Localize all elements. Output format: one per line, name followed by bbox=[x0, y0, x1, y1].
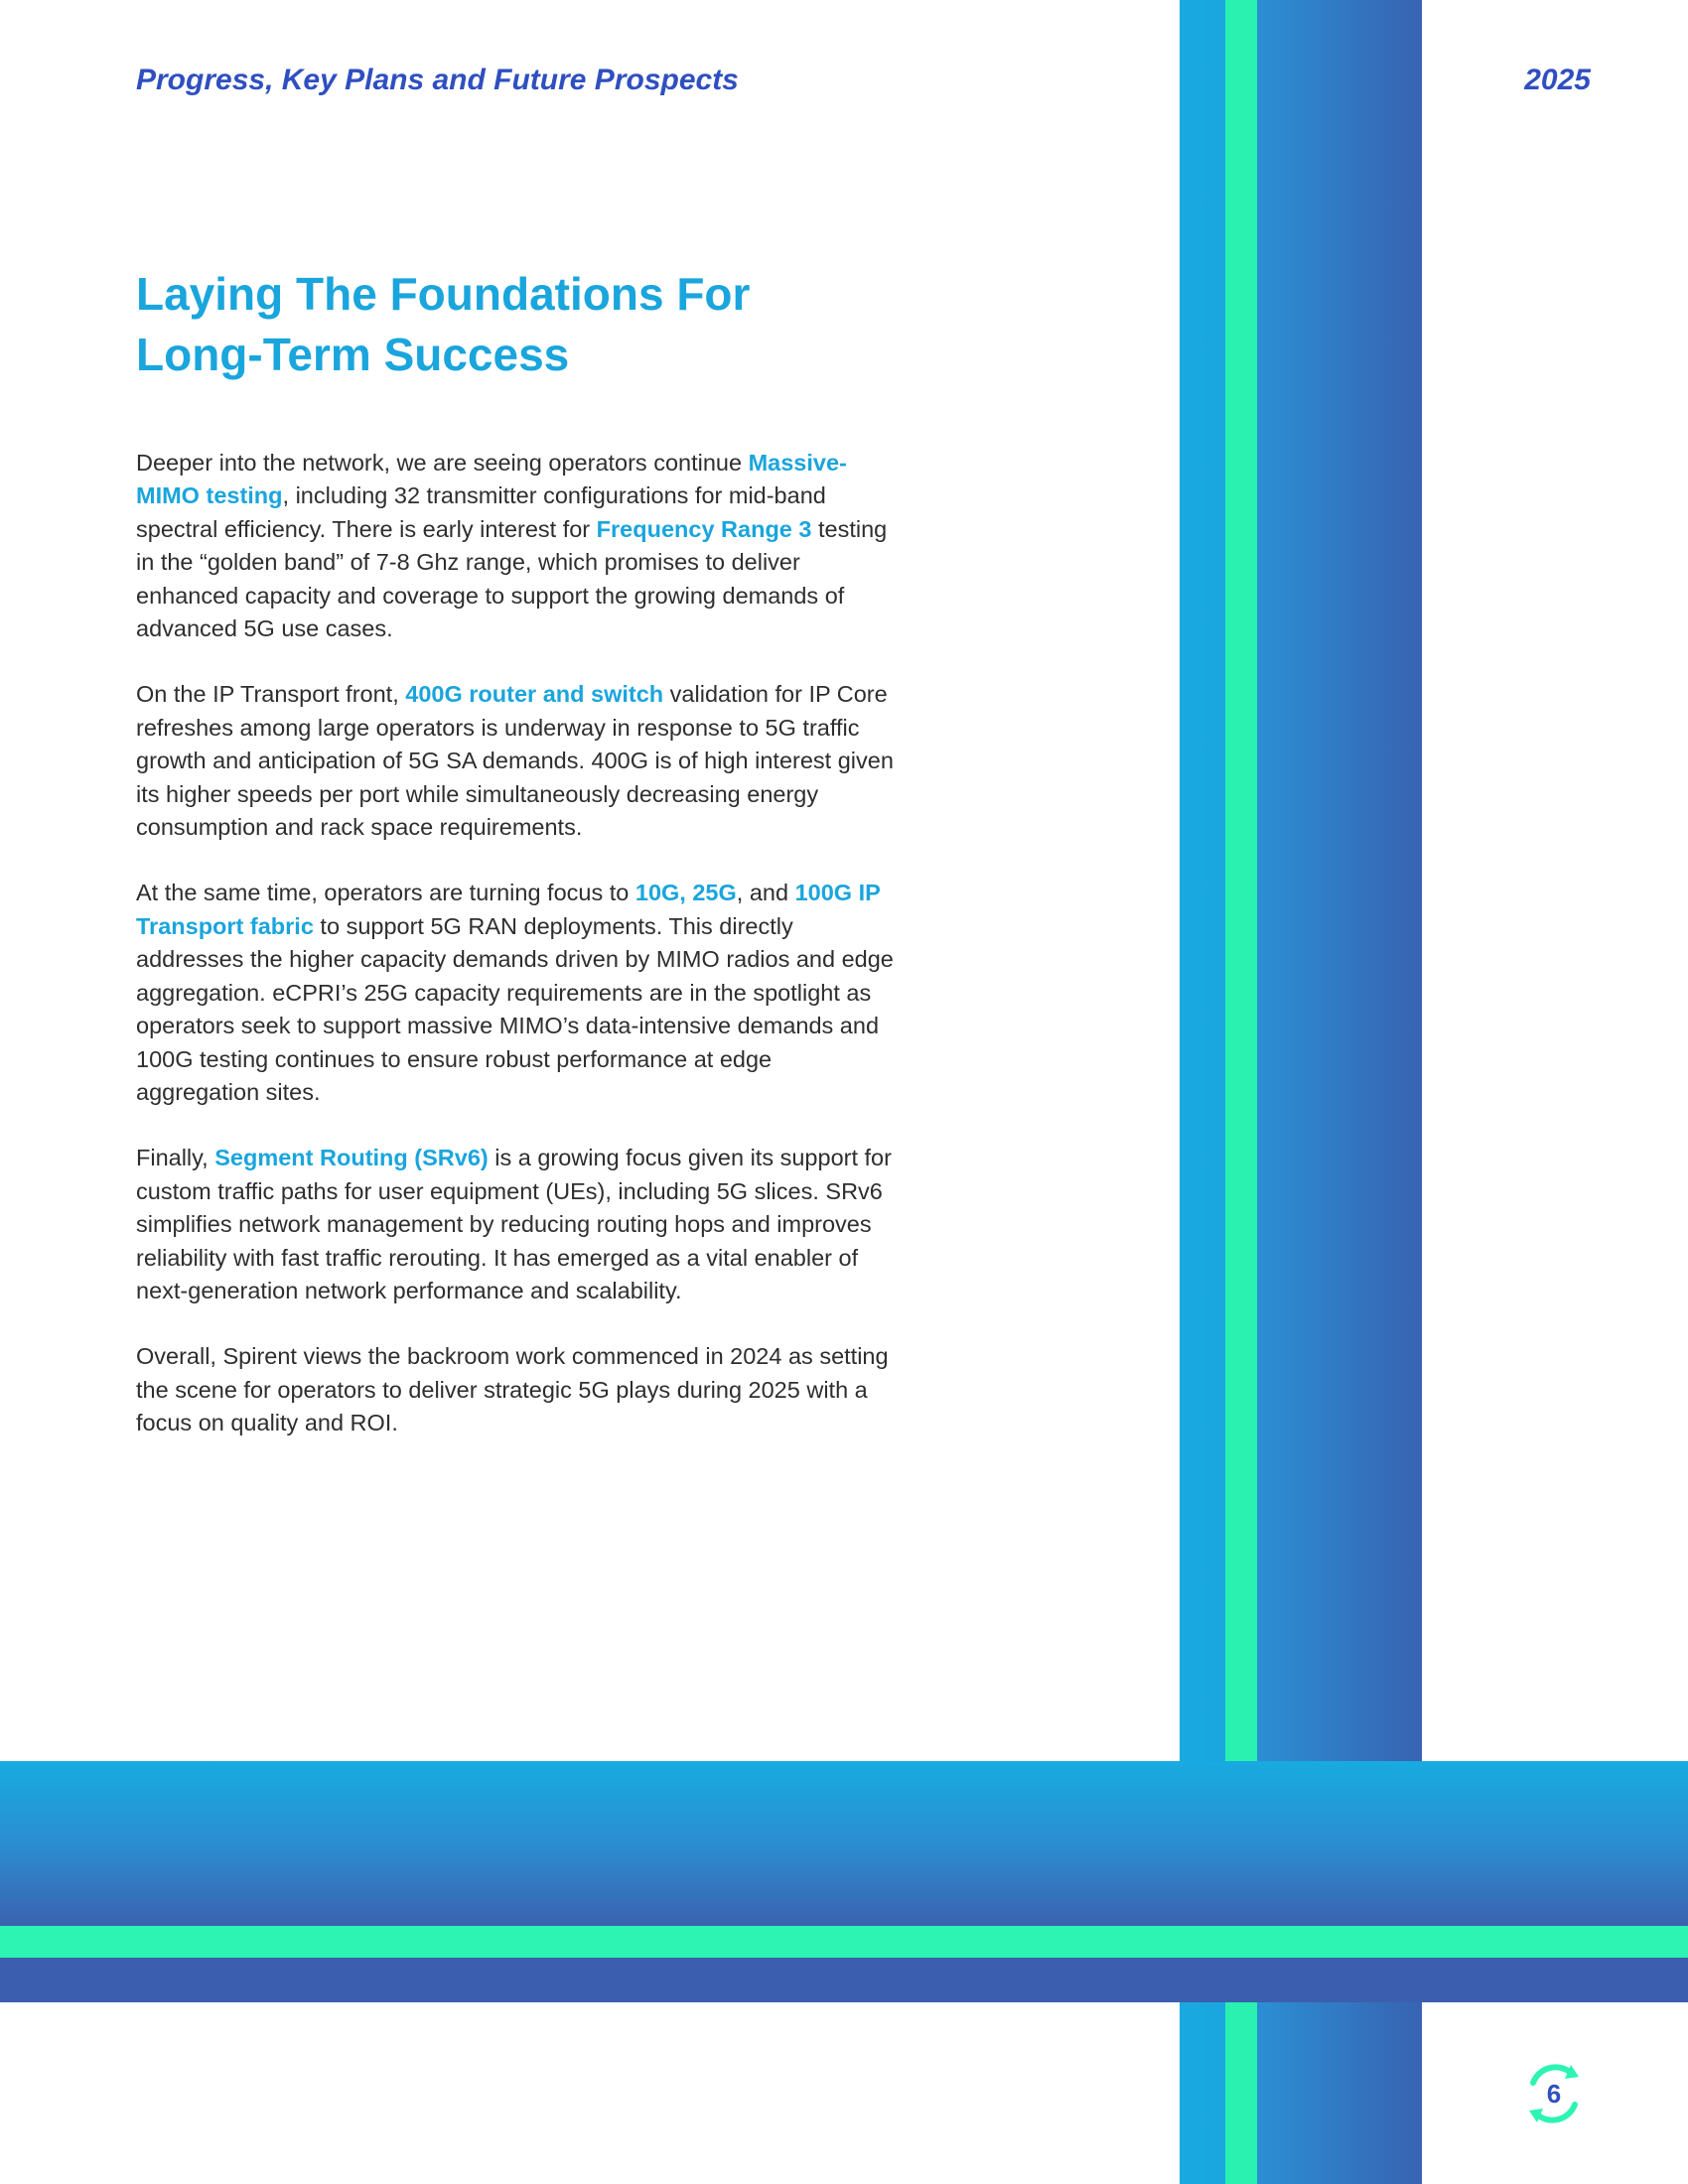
highlight-400g-router: 400G router and switch bbox=[405, 681, 664, 708]
text-run: to support 5G RAN deployments. This directly addresses the higher capacity demands driven by MIMO radios and edge aggregation. eCPRI’s 25G capacity requirements are in the spotlight as operators seek to support massive MIMO’s data-intensive demands and 100G testing continues to ensure robust performance at edge aggregation sites. bbox=[136, 912, 894, 1105]
green-stripe bbox=[0, 1926, 1688, 1958]
highlight-10g-25g: 10G, 25G bbox=[634, 880, 737, 906]
paragraph-ip-transport bbox=[136, 678, 901, 844]
page-title bbox=[136, 264, 891, 385]
text-run: validation for IP Core refreshes among large operators is underway in response to 5G traffic growth and anticipation of 5G SA demands. 400G is of high interest given its higher speeds per port while simultaneously decreasing energy consumption and rack space requirements. bbox=[136, 681, 894, 841]
running-header-title: Progress, Key Plans and Future Prospects bbox=[136, 64, 739, 96]
page-title-line-2: Long-Term Success bbox=[136, 329, 570, 380]
page-title-line-1: Laying The Foundations For bbox=[136, 268, 751, 320]
paragraph-ran-fabric bbox=[136, 877, 901, 1109]
highlight-massive-mimo: Massive-MIMO testing bbox=[136, 450, 847, 509]
text-run: is a growing focus given its support for custom traffic paths for user equipment (UEs), including 5G slices. SRv6 simplifies network management by reducing routing hops and improves reliability with fast traffic rerouting. It has emerged as a vital enabler of next-generation network performance and scalability. bbox=[136, 1145, 892, 1303]
page-number-badge bbox=[1521, 2061, 1587, 2126]
text-run: testing in the “golden band” of 7-8 Ghz range, which promises to deliver enhanced capacity and coverage to support the growing demands of advanced 5G use cases. bbox=[136, 515, 888, 642]
highlight-frequency-range-3: Frequency Range 3 bbox=[596, 515, 812, 542]
body-text bbox=[136, 447, 901, 1473]
text-run: At the same time, operators are turning focus to bbox=[136, 880, 635, 906]
paragraph-massive-mimo bbox=[136, 447, 901, 645]
paragraph-srv6 bbox=[136, 1142, 901, 1307]
paragraph-overall: Overall, Spirent views the backroom work commenced in 2024 as setting the scene for operators to deliver strategic 5G plays during 2025 with a focus on quality and ROI. bbox=[136, 1343, 889, 1436]
highlight-100g-fabric: 100G IP Transport fabric bbox=[136, 880, 881, 939]
highlight-segment-routing: Segment Routing (SRv6) bbox=[214, 1145, 489, 1171]
running-header-year: 2025 bbox=[1524, 64, 1591, 96]
text-run: , and bbox=[736, 880, 795, 906]
horizontal-decorative-band bbox=[0, 1761, 1688, 2002]
page-number: 6 bbox=[1546, 2078, 1562, 2109]
navy-stripe bbox=[0, 1958, 1688, 2002]
text-run: Deeper into the network, we are seeing operators continue bbox=[136, 450, 749, 476]
text-run: , including 32 transmitter configurations for mid-band spectral efficiency. There is early interest for bbox=[136, 482, 826, 542]
text-run: On the IP Transport front, bbox=[136, 681, 406, 708]
text-run: Finally, bbox=[136, 1145, 215, 1171]
